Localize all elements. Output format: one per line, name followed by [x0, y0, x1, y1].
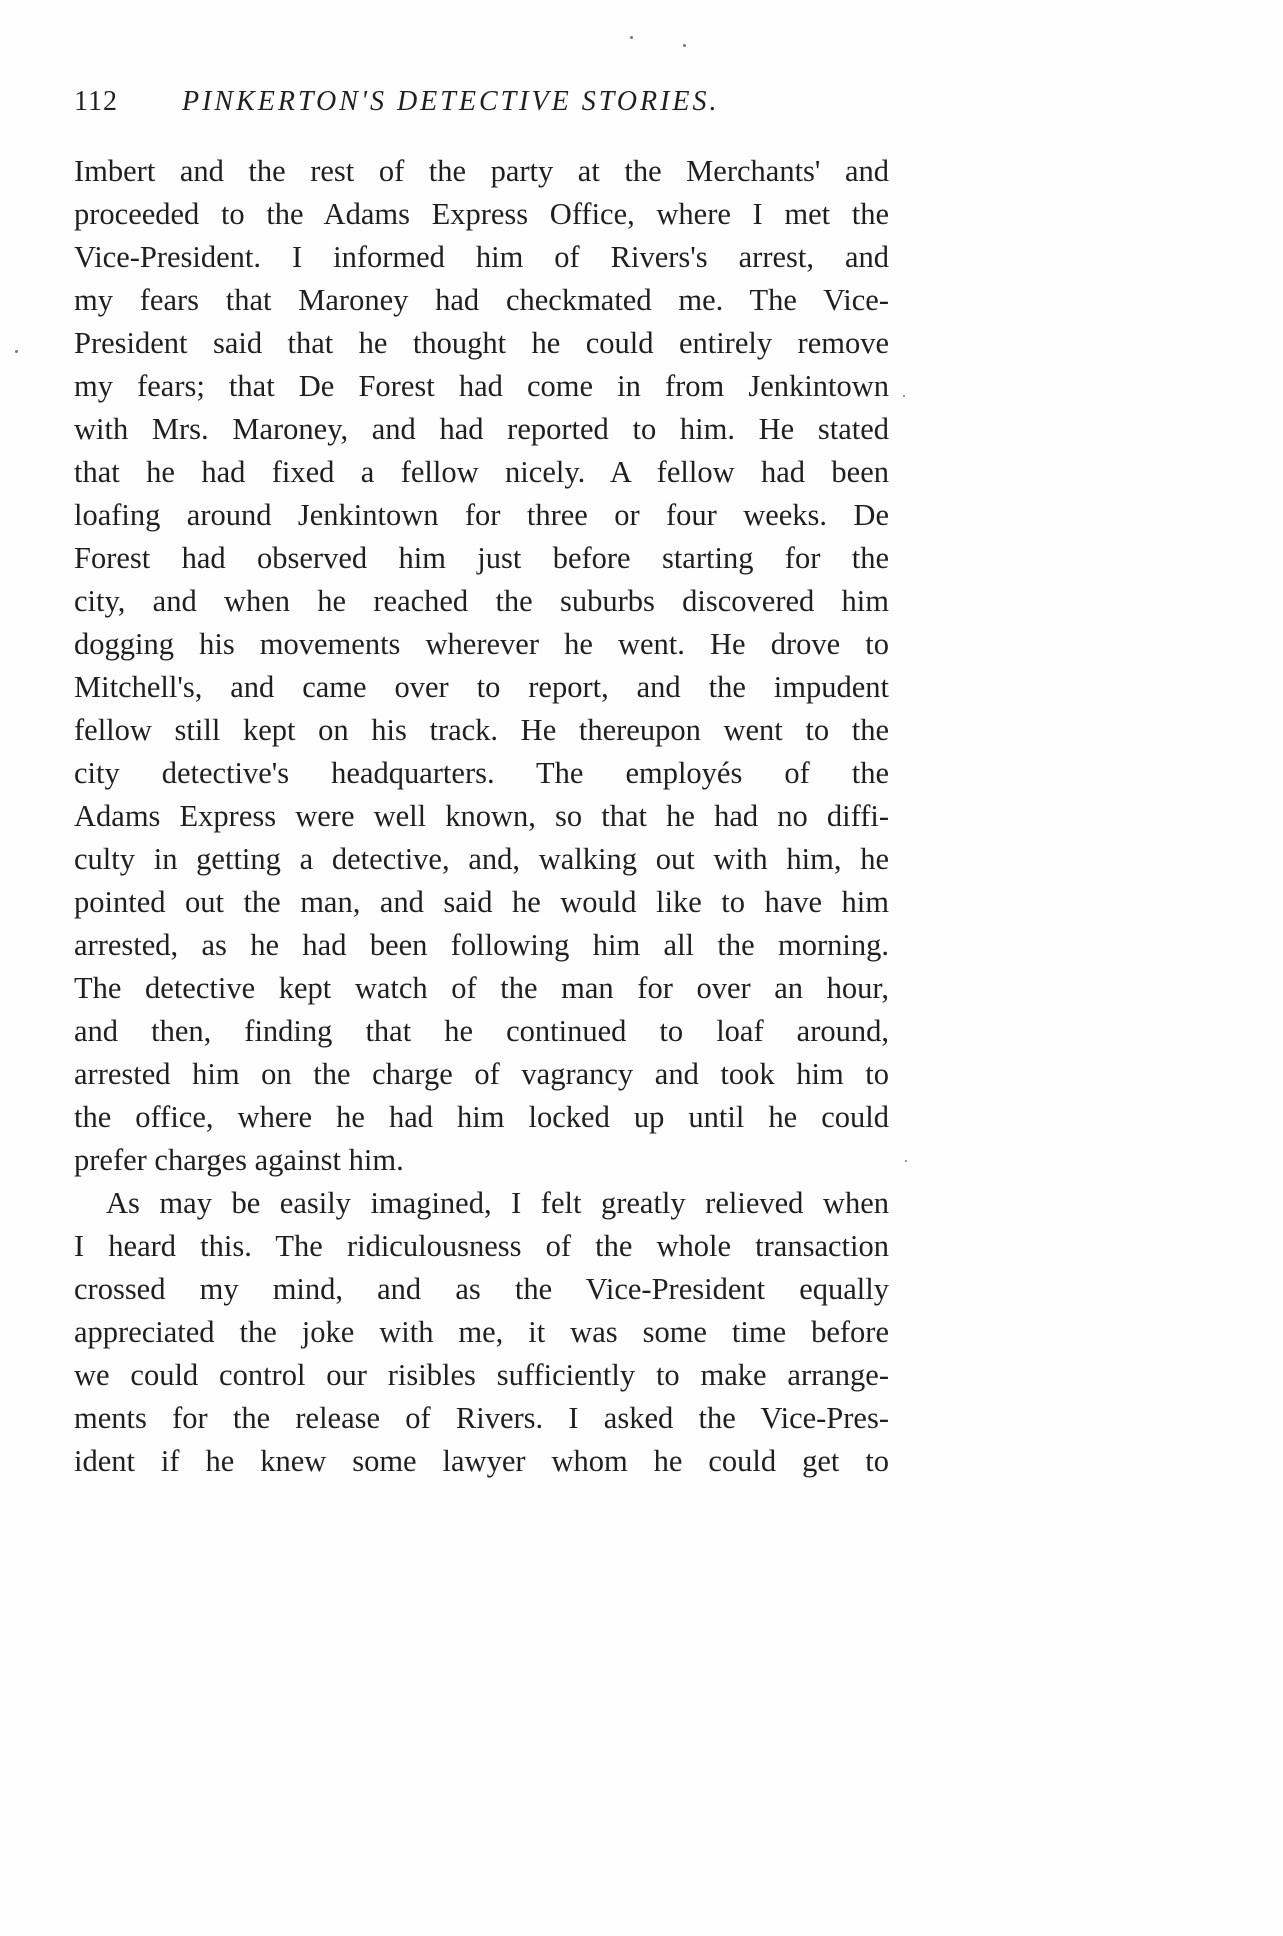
paragraph [74, 150, 889, 1182]
text-line: crossed my mind, and as the Vice-President equally [74, 1272, 889, 1306]
text-line: Mitchell's, and came over to report, and the impudent [74, 670, 889, 704]
text-line: my fears that Maroney had checkmated me. The Vice- [74, 283, 889, 317]
text-line: dogging his movements wherever he went. He drove to [74, 627, 889, 661]
text-line: appreciated the joke with me, it was some time before [74, 1315, 889, 1349]
text-line: and then, finding that he continued to loaf around, [74, 1014, 889, 1048]
text-line: arrested him on the charge of vagrancy and took him to [74, 1057, 889, 1091]
scan-speck [630, 36, 633, 39]
page-number: 112 [74, 86, 118, 117]
text-line: Vice-President. I informed him of Rivers's arrest, and [74, 240, 889, 274]
text-line: The detective kept watch of the man for over an hour, [74, 971, 889, 1005]
text-line: Imbert and the rest of the party at the Merchants' and [74, 154, 889, 188]
text-line: Forest had observed him just before starting for the [74, 541, 889, 575]
text-line: ident if he knew some lawyer whom he could get to [74, 1444, 889, 1478]
scan-speck [683, 44, 686, 47]
text-line: President said that he thought he could entirely remove [74, 326, 889, 360]
text-line: pointed out the man, and said he would like to have him [74, 885, 889, 919]
scan-speck [903, 395, 905, 397]
text-line: prefer charges against him. [74, 1143, 404, 1177]
body-text [74, 150, 889, 1483]
text-line: with Mrs. Maroney, and had reported to him. He stated [74, 412, 889, 446]
text-line: city, and when he reached the suburbs discovered him [74, 584, 889, 618]
paragraph [74, 1182, 889, 1483]
text-line: As may be easily imagined, I felt greatly relieved when [106, 1186, 889, 1220]
running-head [74, 86, 894, 126]
text-line: I heard this. The ridiculousness of the whole transaction [74, 1229, 889, 1263]
text-line: arrested, as he had been following him all the morning. [74, 928, 889, 962]
text-line: proceeded to the Adams Express Office, where I met the [74, 197, 889, 231]
text-line: my fears; that De Forest had come in from Jenkintown [74, 369, 889, 403]
text-line: the office, where he had him locked up until he could [74, 1100, 889, 1134]
scan-speck [15, 350, 18, 353]
text-line: ments for the release of Rivers. I asked the Vice-Pres- [74, 1401, 889, 1435]
text-line: we could control our risibles sufficiently to make arrange- [74, 1358, 889, 1392]
text-line: loafing around Jenkintown for three or four weeks. De [74, 498, 889, 532]
text-line: culty in getting a detective, and, walking out with him, he [74, 842, 889, 876]
text-line: that he had fixed a fellow nicely. A fellow had been [74, 455, 889, 489]
text-line: Adams Express were well known, so that he had no diffi- [74, 799, 889, 833]
text-line: fellow still kept on his track. He thereupon went to the [74, 713, 889, 747]
text-line: city detective's headquarters. The employés of the [74, 756, 889, 790]
running-title: PINKERTON'S DETECTIVE STORIES. [182, 86, 720, 117]
scan-speck [905, 1160, 907, 1162]
